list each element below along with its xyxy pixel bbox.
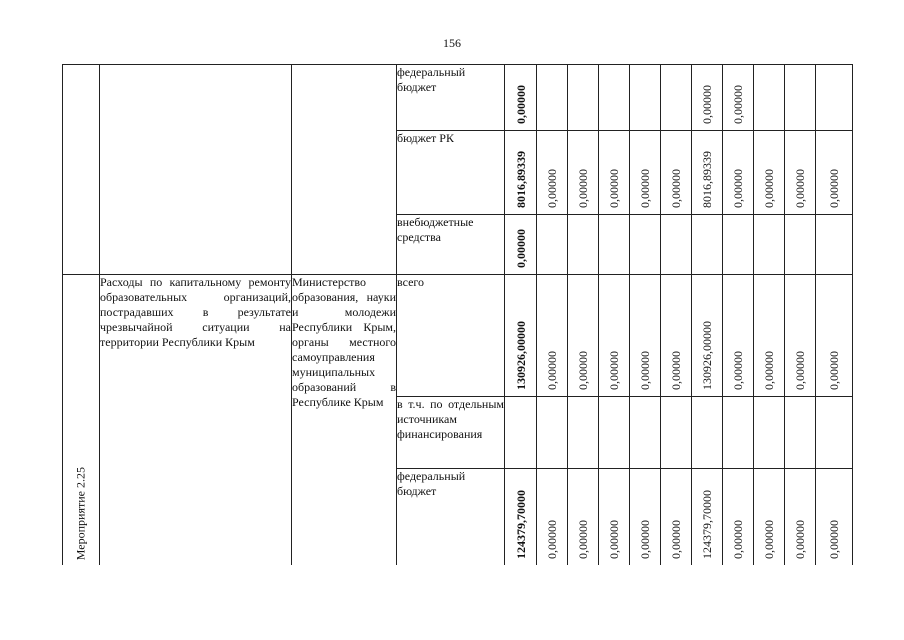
value-cell [785,469,816,565]
value-cell [630,215,661,275]
value-cell [537,275,568,397]
page-number: 156 [443,36,461,50]
funding-source: федеральный бюджет [397,65,505,131]
value: 0,00000 [545,519,559,559]
value-cell [754,397,785,469]
value-cell [785,215,816,275]
budget-table [62,64,853,565]
value-cell [816,215,853,275]
value-cell [505,275,537,397]
value-cell [785,131,816,215]
value-cell [630,397,661,469]
value-cell [692,215,723,275]
value: 130926,00000 [700,321,714,390]
value: 0,00000 [731,519,745,559]
value-cell [505,397,537,469]
value-cell [816,131,853,215]
value-cell [692,397,723,469]
value-cell [661,397,692,469]
executor: Министерство образования, науки и молодежи Республики Крым, органы местного самоуправления муниципальных образований в Республике Крым [292,275,397,565]
value-cell [754,131,785,215]
value-cell [816,397,853,469]
value: 0,00000 [762,169,776,208]
value-cell [599,65,630,131]
value-cell [537,131,568,215]
value-cell [661,215,692,275]
value-cell [630,469,661,565]
empty-description-cell [100,65,292,275]
value-cell [785,65,816,131]
value: 0,00000 [827,169,841,208]
value-cell [754,275,785,397]
value: 0,00000 [793,169,807,208]
empty-executor-cell [292,65,397,275]
value: 0,00000 [607,169,621,208]
total-value: 0,00000 [513,85,528,124]
value-cell [505,65,537,131]
value-cell [568,131,599,215]
value-cell [723,65,754,131]
value-cell [754,215,785,275]
value-cell [599,215,630,275]
value-cell [568,215,599,275]
value-cell [599,131,630,215]
total-value: 130926,00000 [513,321,528,390]
total-value: 0,00000 [513,229,528,268]
value: 124379,70000 [700,489,714,559]
funding-source: внебюджетные средства [397,215,505,275]
value-cell [661,131,692,215]
value: 0,00000 [576,351,590,390]
value: 0,00000 [793,519,807,559]
value: 0,00000 [669,351,683,390]
value-cell [723,469,754,565]
value-cell [630,131,661,215]
value-cell [661,65,692,131]
value-cell [599,469,630,565]
value-cell [692,469,723,565]
activity-description: Расходы по капитальному ремонту образовательных организаций, пострадавших в результате чрезвычайной ситуации на территории Республики Крым [100,275,292,565]
value: 0,00000 [576,519,590,559]
value-cell [816,65,853,131]
upper-section [63,65,853,275]
value: 0,00000 [545,169,559,208]
value-cell [630,275,661,397]
value-cell [723,397,754,469]
value: 0,00000 [827,519,841,559]
value-cell [816,469,853,565]
value: 8016,89339 [700,151,714,208]
value-cell [630,65,661,131]
value: 0,00000 [638,169,652,208]
value: 0,00000 [607,519,621,559]
value-cell [505,131,537,215]
value-cell [505,215,537,275]
value-cell [754,65,785,131]
value: 0,00000 [607,351,621,390]
total-value: 124379,70000 [513,489,528,559]
funding-source: всего [397,275,505,397]
value-cell [692,131,723,215]
funding-source: в т.ч. по отдельным источникам финансирования [397,397,505,469]
value-cell [692,65,723,131]
value-cell [723,275,754,397]
value-cell [816,275,853,397]
value: 0,00000 [731,351,745,390]
value-cell [692,275,723,397]
value-cell [537,469,568,565]
value: 0,00000 [762,351,776,390]
value: 0,00000 [669,519,683,559]
activity-label-cell [63,275,100,565]
value-cell [568,469,599,565]
value: 0,00000 [576,169,590,208]
value: 0,00000 [638,519,652,559]
value: 0,00000 [762,519,776,559]
value-cell [537,215,568,275]
value: 0,00000 [638,351,652,390]
value-cell [568,65,599,131]
empty-label-cell [63,65,100,275]
value: 0,00000 [700,85,714,124]
value-cell [505,469,537,565]
value: 0,00000 [731,85,745,124]
funding-source: федеральный бюджет [397,469,505,565]
value-cell [723,131,754,215]
value-cell [723,215,754,275]
activity-label: Мероприятие 2.25 [73,467,88,561]
table-row [63,275,853,397]
table-row [63,65,853,131]
value-cell [568,275,599,397]
value-cell [785,397,816,469]
value: 0,00000 [793,351,807,390]
value-cell [568,397,599,469]
total-value: 8016,89339 [513,151,528,208]
value-cell [661,469,692,565]
value-cell [537,397,568,469]
lower-section [63,275,853,565]
value-cell [754,469,785,565]
funding-source: бюджет РК [397,131,505,215]
value: 0,00000 [669,169,683,208]
value: 0,00000 [731,169,745,208]
value-cell [537,65,568,131]
value-cell [599,275,630,397]
value: 0,00000 [827,351,841,390]
value: 0,00000 [545,351,559,390]
value-cell [785,275,816,397]
value-cell [661,275,692,397]
value-cell [599,397,630,469]
